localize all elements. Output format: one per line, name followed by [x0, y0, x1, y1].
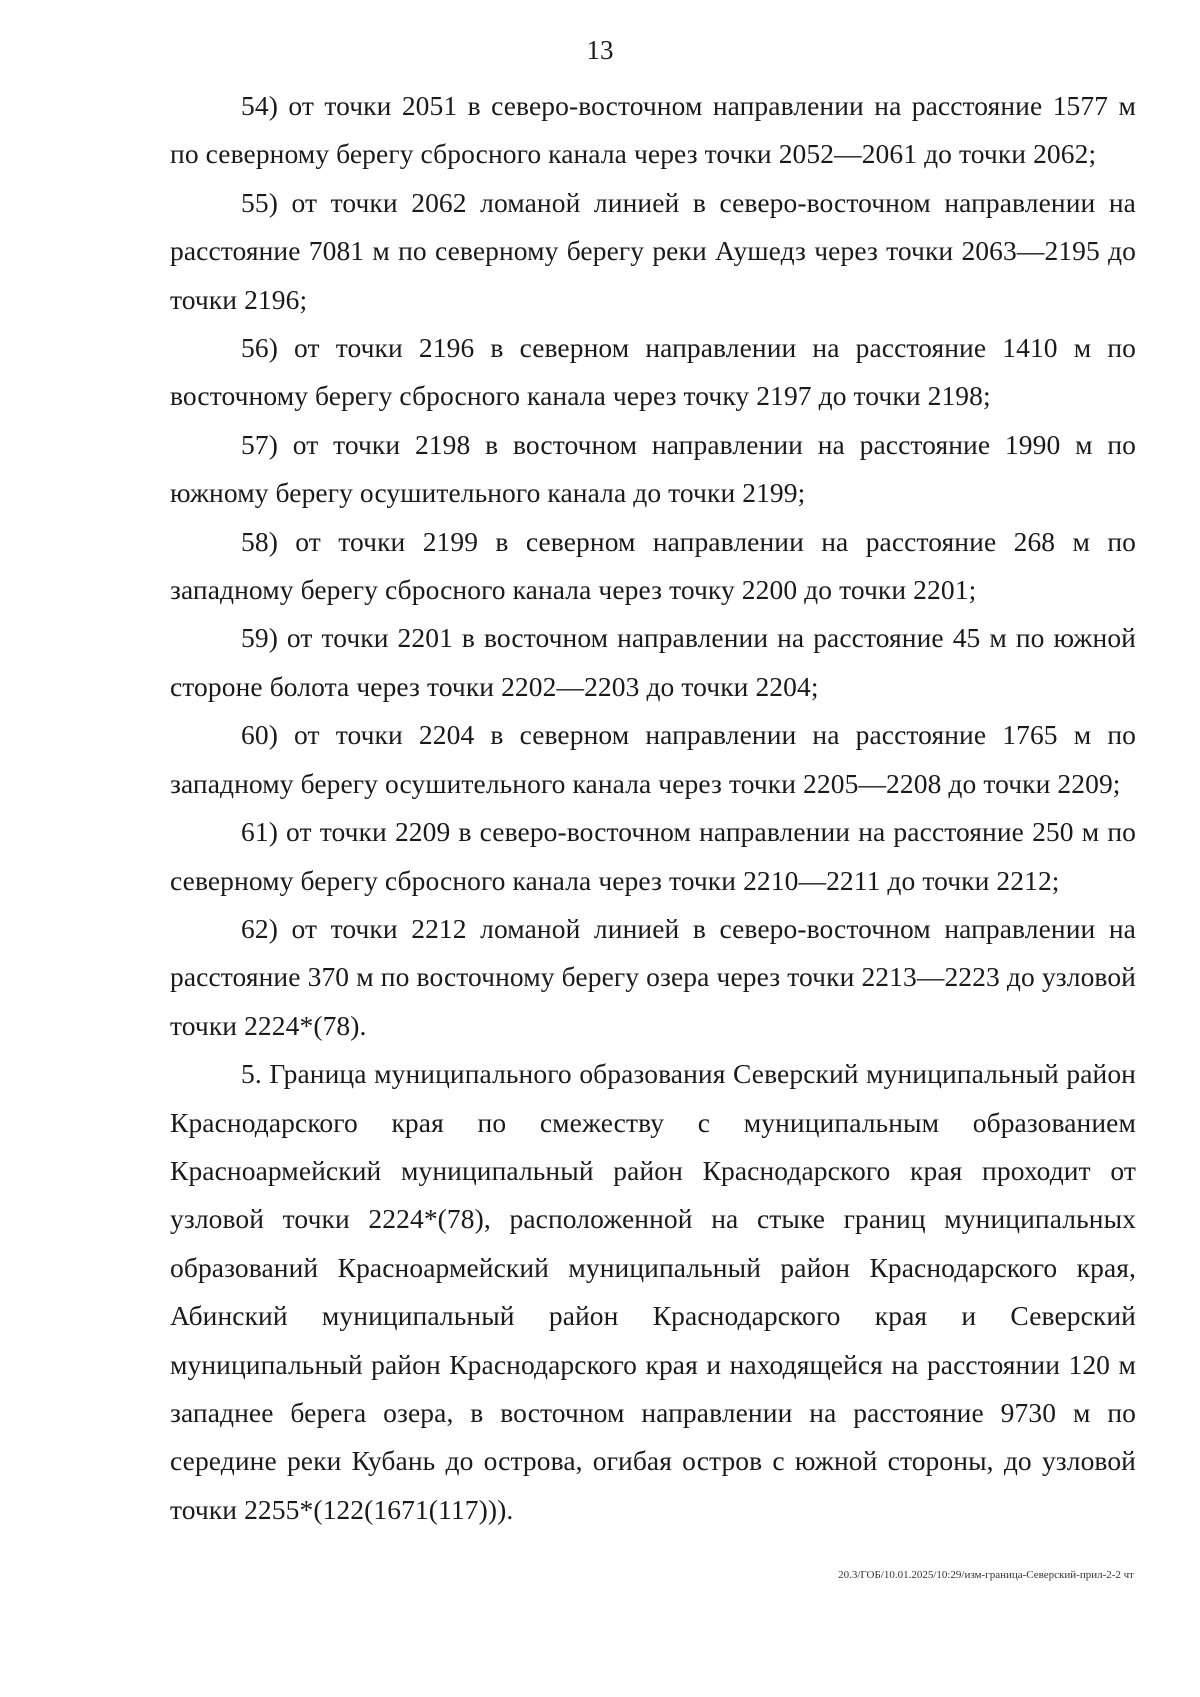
section-5-paragraph: 5. Граница муниципального образования Северский муниципальный район Краснодарского края по смежеству с муниципальным образованием Красноармейский муниципальный район Краснодарского края проходит от узловой точки 2224*(78), расположенной на стыке границ муниципальных образований Красноармейский муниципальный район Краснодарского края, Абинский муниципальный район Краснодарского края и Северский муниципальный район Краснодарского края и находящейся на расстоянии 120 м западнее берега озера, в восточном направлении на расстояние 9730 м по середине реки Кубань до острова, огибая остров с южной стороны, до узловой точки 2255*(122(1671(117))).	[170, 1058, 1136, 1525]
paragraph-61: 61) от точки 2209 в северо-восточном направлении на расстояние 250 м по северному берегу сбросного канала через точки 2210—2211 до точки 2212;	[170, 816, 1136, 896]
paragraph-55: 55) от точки 2062 ломаной линией в северо-восточном направлении на расстояние 7081 м по северному берегу реки Аушедз через точки 2063—2195 до точки 2196;	[170, 186, 1136, 315]
paragraph-60: 60) от точки 2204 в северном направлении на расстояние 1765 м по западному берегу осушительного канала через точки 2205—2208 до точки 2209;	[170, 719, 1136, 799]
page-number: 13	[586, 35, 614, 65]
paragraph-58: 58) от точки 2199 в северном направлении на расстояние 268 м по западному берегу сбросного канала через точку 2200 до точки 2201;	[170, 525, 1136, 606]
document-body	[170, 82, 1136, 1534]
paragraph-54: 54) от точки 2051 в северо-восточном направлении на расстояние 1577 м по северному берегу сбросного канала через точки 2052—2061 до точки 2062;	[170, 90, 1136, 170]
paragraph-62: 62) от точки 2212 ломаной линией в северо-восточном направлении на расстояние 370 м по восточному берегу озера через точки 2213—2223 до узловой точки 2224*(78).	[170, 912, 1136, 1041]
paragraph-56: 56) от точки 2196 в северном направлении на расстояние 1410 м по восточному берегу сбросного канала через точку 2197 до точки 2198;	[170, 332, 1136, 412]
paragraph-57: 57) от точки 2198 в восточном направлении на расстояние 1990 м по южному берегу осушительного канала до точки 2199;	[170, 428, 1136, 509]
paragraph-59: 59) от точки 2201 в восточном направлении на расстояние 45 м по южной стороне болота через точки 2202—2203 до точки 2204;	[170, 622, 1136, 702]
footer-file-reference: 20.3/ГОБ/10.01.2025/10:29/изм-граница-Северский-прил-2-2 чт	[838, 1569, 1134, 1581]
